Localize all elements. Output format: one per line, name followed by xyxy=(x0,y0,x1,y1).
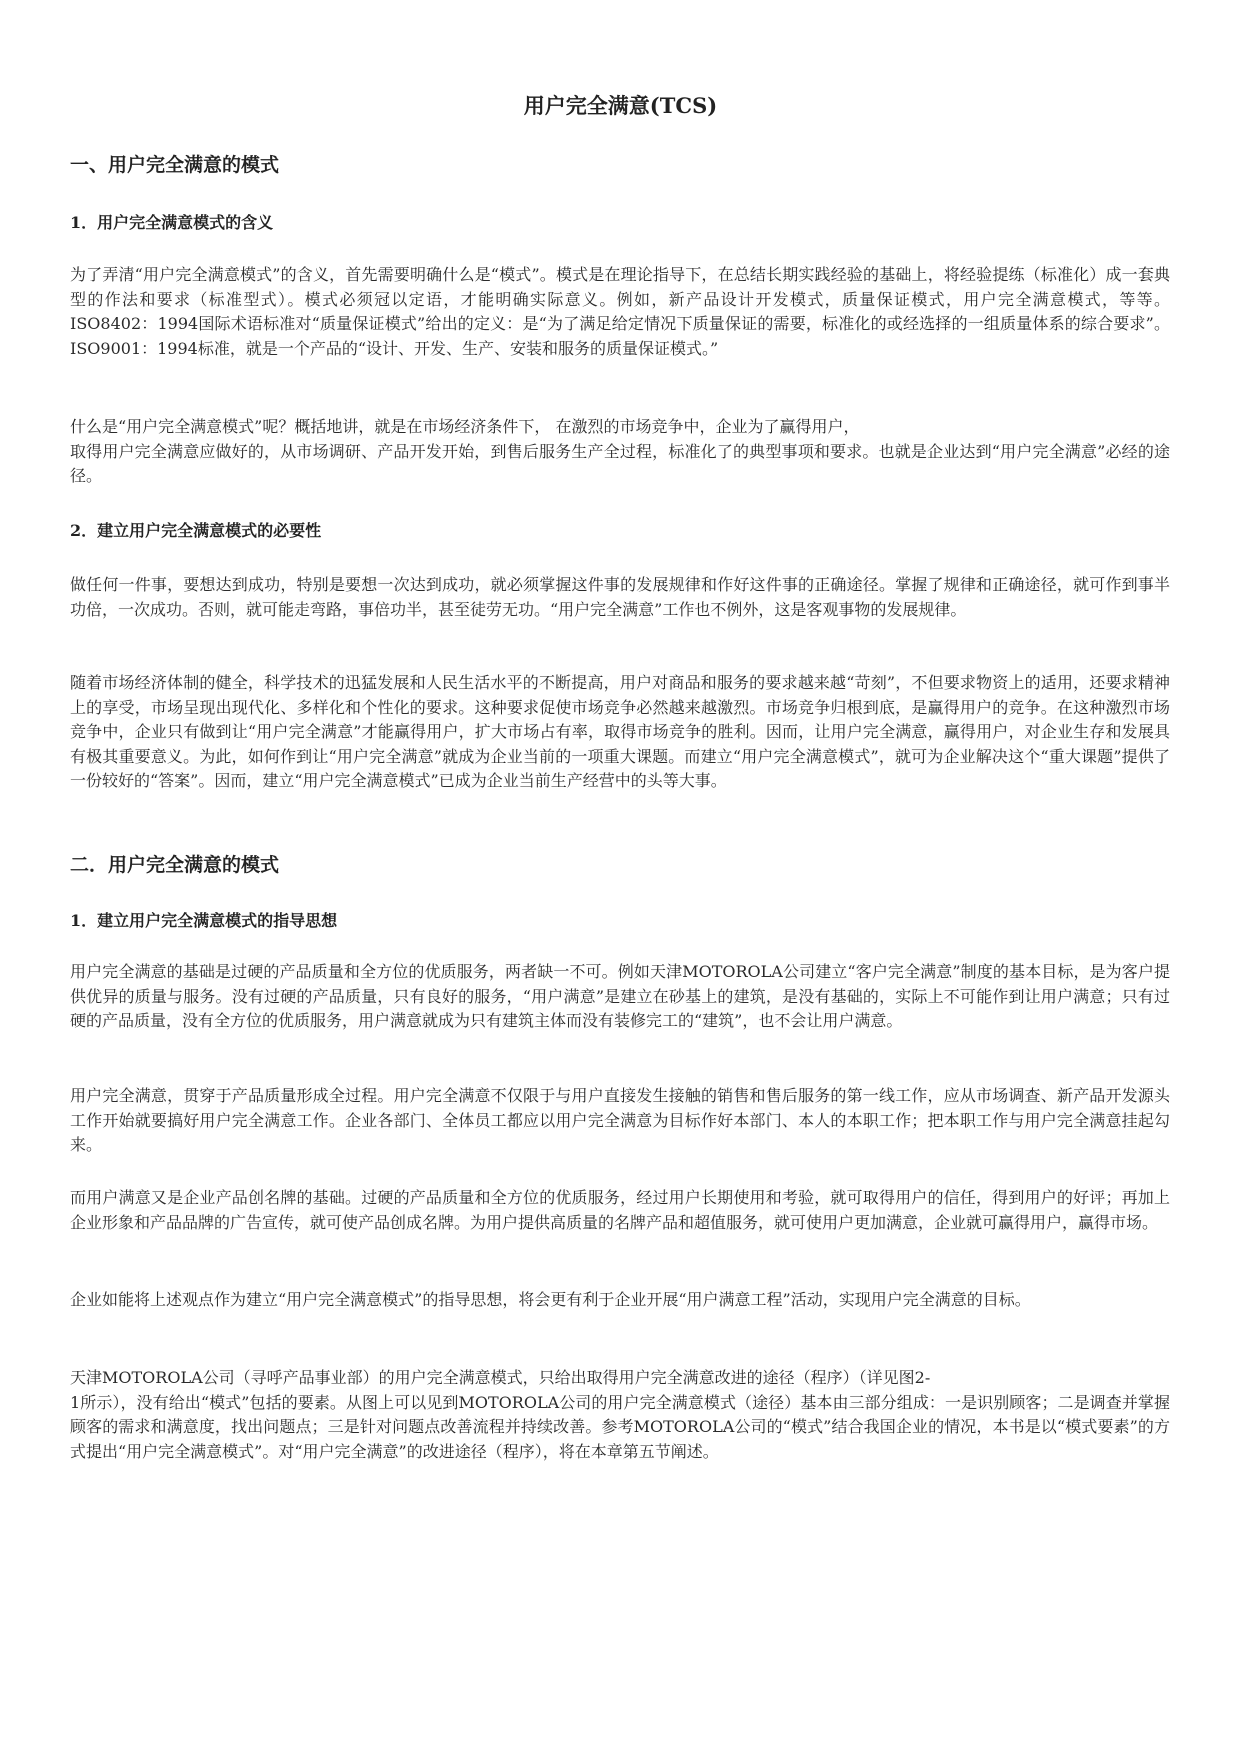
paragraph: 用户完全满意的基础是过硬的产品质量和全方位的优质服务，两者缺一不可。例如天津MOTOROLA公司建立“客户完全满意”制度的基本目标，是为客户提供优异的质量与服务。没有过硬的产品质量，只有良好的服务，“用户满意”是建立在砂基上的建筑，是没有基础的，实际上不可能作到让用户满意；只有过硬的产品质量，没有全方位的优质服务，用户满意就成为只有建筑主体而没有装修完工的“建筑”，也不会让用户满意。 xyxy=(70,962,1170,1031)
paragraph-line: 1所示），没有给出“模式”包括的要素。从图上可以见到MOTOROLA公司的用户完全满意模式（途径）基本由三部分组成：一是识别顾客；二是调查并掌握顾客的需求和满意度，找出问题点；三是针对问题点改善流程并持续改善。参考MOTOROLA公司的“模式”结合我国企业的情况，本书是以“模式要素”的方式提出“用户完全满意模式”。对“用户完全满意”的改进途径（程序），将在本章第五节阐述。 xyxy=(70,1392,1170,1461)
document-title: 用户完全满意(TCS) xyxy=(523,93,718,118)
paragraph-line: 取得用户完全满意应做好的，从市场调研、产品开发开始，到售后服务生产全过程，标准化了的典型事项和要求。也就是企业达到“用户完全满意”必经的途径。 xyxy=(70,441,1170,486)
paragraph: 随着市场经济体制的健全，科学技术的迅猛发展和人民生活水平的不断提高，用户对商品和服务的要求越来越“苛刻”，不但要求物资上的适用，还要求精神上的享受，市场呈现出现代化、多样化和个性化的要求。这种要求促使市场竞争必然越来越激烈。市场竞争归根到底，是赢得用户的竞争。在这种激烈市场竞争中，企业只有做到让“用户完全满意”才能赢得用户，扩大市场占有率，取得市场竞争的胜利。因而，让用户完全满意，赢得用户，对企业生存和发展具有极其重要意义。为此，如何作到让“用户完全满意”就成为企业当前的一项重大课题。而建立“用户完全满意模式”，就可为企业解决这个“重大课题”提供了一份较好的“答案”。因而，建立“用户完全满意模式”已成为企业当前生产经营中的头等大事。 xyxy=(70,673,1170,791)
paragraph xyxy=(70,1366,1170,1464)
section-heading-1: 一、用户完全满意的模式 xyxy=(70,154,280,176)
subsection-heading-1-2: 2．建立用户完全满意模式的必要性 xyxy=(70,521,322,540)
paragraph-line: 什么是“用户完全满意模式”呢？概括地讲，就是在市场经济条件下， 在激烈的市场竞争中，企业为了赢得用户， xyxy=(70,417,860,436)
subsection-heading-1-1: 1．用户完全满意模式的含义 xyxy=(70,213,274,232)
paragraph: 为了弄清“用户完全满意模式”的含义，首先需要明确什么是“模式”。模式是在理论指导下，在总结长期实践经验的基础上，将经验提练（标准化）成一套典型的作法和要求（标准型式）。模式必须冠以定语，才能明确实际意义。例如，新产品设计开发模式，质量保证模式，用户完全满意模式，等等。ISO8402：1994国际术语标准对“质量保证模式”给出的定义：是“为了满足给定情况下质量保证的需要，标准化的或经选择的一组质量体系的综合要求”。ISO9001：1994标准，就是一个产品的“设计、开发、生产、安装和服务的质量保证模式。” xyxy=(70,265,1170,358)
section-heading-2: 二．用户完全满意的模式 xyxy=(70,854,280,876)
paragraph-line: 天津MOTOROLA公司（寻呼产品事业部）的用户完全满意模式，只给出取得用户完全满意改进的途径（程序）（详见图2- xyxy=(70,1368,931,1387)
subsection-heading-2-1: 1．建立用户完全满意模式的指导思想 xyxy=(70,911,338,930)
paragraph: 做任何一件事，要想达到成功，特别是要想一次达到成功，就必须掌握这件事的发展规律和作好这件事的正确途径。掌握了规律和正确途径，就可作到事半功倍，一次成功。否则，就可能走弯路，事倍功半，甚至徒劳无功。“用户完全满意”工作也不例外，这是客观事物的发展规律。 xyxy=(70,575,1170,619)
paragraph: 企业如能将上述观点作为建立“用户完全满意模式”的指导思想，将会更有利于企业开展“用户满意工程”活动，实现用户完全满意的目标。 xyxy=(70,1290,1031,1309)
paragraph xyxy=(70,415,1170,489)
paragraph: 用户完全满意，贯穿于产品质量形成全过程。用户完全满意不仅限于与用户直接发生接触的销售和售后服务的第一线工作，应从市场调查、新产品开发源头工作开始就要搞好用户完全满意工作。企业各部门、全体员工都应以用户完全满意为目标作好本部门、本人的本职工作；把本职工作与用户完全满意挂起勾来。 xyxy=(70,1086,1170,1155)
paragraph: 而用户满意又是企业产品创名牌的基础。过硬的产品质量和全方位的优质服务，经过用户长期使用和考验，就可取得用户的信任，得到用户的好评；再加上企业形象和产品品牌的广告宣传，就可使产品创成名牌。为用户提供高质量的名牌产品和超值服务，就可使用户更加满意，企业就可赢得用户，赢得市场。 xyxy=(70,1188,1170,1232)
